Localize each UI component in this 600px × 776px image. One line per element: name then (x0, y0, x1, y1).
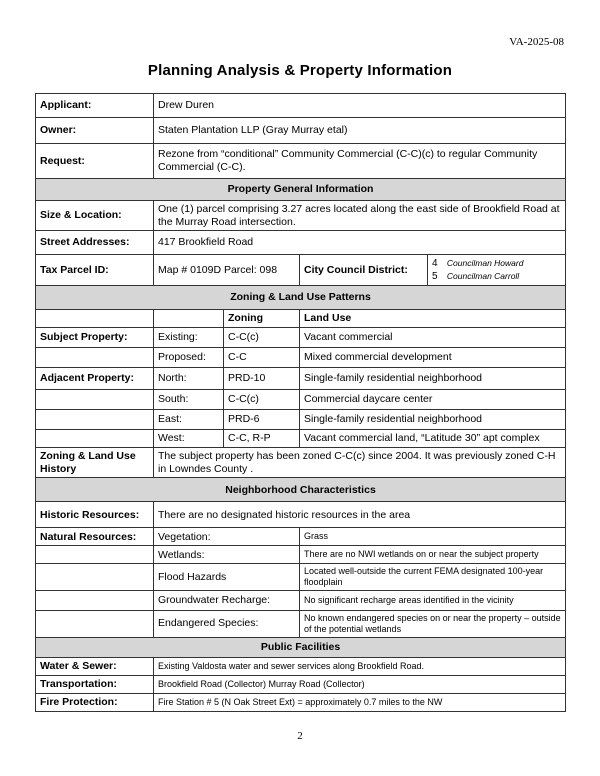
page-number: 2 (297, 730, 303, 742)
natural-resource-name: Endangered Species: (154, 610, 300, 637)
natural-resource-name: Groundwater Recharge: (154, 590, 300, 610)
land-use: Commercial daycare center (300, 390, 566, 410)
document-id: VA-2025-08 (509, 36, 564, 48)
applicant-value: Drew Duren (154, 94, 566, 118)
historic-resources-value: There are no designated historic resources in the area (154, 502, 566, 528)
section-header-general: Property General Information (36, 179, 566, 201)
zoning-type: Proposed: (154, 348, 224, 368)
natural-resource-row (36, 546, 566, 564)
water-sewer-row (36, 657, 566, 675)
request-value: Rezone from “conditional” Community Commercial (C-C)(c) to regular Community Commercial (C-C). (154, 144, 566, 179)
subject-existing-row (36, 328, 566, 348)
land-use: Vacant commercial land, “Latitude 30” apt complex (300, 430, 566, 448)
size-location-label: Size & Location: (36, 201, 154, 231)
water-sewer-value: Existing Valdosta water and sewer services along Brookfield Road. (154, 657, 566, 675)
land-use-column-header: Land Use (300, 310, 566, 328)
tax-parcel-label: Tax Parcel ID: (36, 255, 154, 286)
section-header-zoning: Zoning & Land Use Patterns (36, 286, 566, 310)
land-use: Mixed commercial development (300, 348, 566, 368)
adjacent-direction: North: (154, 368, 224, 390)
section-header-public: Public Facilities (36, 637, 566, 657)
council-entry: 5 Councilman Carroll (432, 271, 520, 283)
size-location-value: One (1) parcel comprising 3.27 acres located along the east side of Brookfield Road at the Murray Road intersection. (154, 201, 566, 231)
property-info-table (35, 93, 566, 712)
zoning-type: Existing: (154, 328, 224, 348)
historic-resources-label: Historic Resources: (36, 502, 154, 528)
adjacent-north-row (36, 368, 566, 390)
request-row (36, 144, 566, 179)
natural-resource-name: Wetlands: (154, 546, 300, 564)
zoning-history-row (36, 448, 566, 478)
zoning-code: C-C (224, 348, 300, 368)
fire-protection-label: Fire Protection: (36, 693, 154, 711)
owner-label: Owner: (36, 118, 154, 144)
adjacent-direction: East: (154, 410, 224, 430)
natural-resource-row (36, 610, 566, 637)
zoning-column-header: Zoning (224, 310, 300, 328)
subject-property-label: Subject Property: (36, 328, 154, 348)
land-use: Single-family residential neighborhood (300, 410, 566, 430)
tax-parcel-value: Map # 0109D Parcel: 098 (154, 255, 300, 286)
transportation-value: Brookfield Road (Collector) Murray Road (Collector) (154, 675, 566, 693)
fire-protection-row (36, 693, 566, 711)
size-location-row (36, 201, 566, 231)
natural-resources-label: Natural Resources: (36, 528, 154, 546)
natural-resource-row (36, 590, 566, 610)
transportation-label: Transportation: (36, 675, 154, 693)
natural-resource-row (36, 564, 566, 591)
zoning-code: C-C(c) (224, 328, 300, 348)
council-district-value (428, 255, 566, 286)
zoning-history-label: Zoning & Land Use History (36, 448, 154, 478)
zoning-history-value: The subject property has been zoned C-C(c) since 2004. It was previously zoned C-H in Lowndes County . (154, 448, 566, 478)
owner-row (36, 118, 566, 144)
transportation-row (36, 675, 566, 693)
natural-resource-row (36, 528, 566, 546)
street-address-value: 417 Brookfield Road (154, 231, 566, 255)
street-address-row (36, 231, 566, 255)
natural-resource-value: Grass (300, 528, 566, 546)
zoning-header-row (36, 310, 566, 328)
adjacent-east-row (36, 410, 566, 430)
applicant-label: Applicant: (36, 94, 154, 118)
page-title: Planning Analysis & Property Information (147, 62, 453, 79)
natural-resource-name: Vegetation: (154, 528, 300, 546)
adjacent-west-row (36, 430, 566, 448)
fire-protection-value: Fire Station # 5 (N Oak Street Ext) = approximately 0.7 miles to the NW (154, 693, 566, 711)
applicant-row (36, 94, 566, 118)
street-address-label: Street Addresses: (36, 231, 154, 255)
zoning-code: C-C(c) (224, 390, 300, 410)
tax-parcel-row (36, 255, 566, 286)
land-use: Single-family residential neighborhood (300, 368, 566, 390)
request-label: Request: (36, 144, 154, 179)
natural-resource-value: There are no NWI wetlands on or near the subject property (300, 546, 566, 564)
council-district-label: City Council District: (300, 255, 428, 286)
water-sewer-label: Water & Sewer: (36, 657, 154, 675)
zoning-code: PRD-6 (224, 410, 300, 430)
adjacent-south-row (36, 390, 566, 410)
council-entry: 4 Councilman Howard (432, 258, 524, 270)
owner-value: Staten Plantation LLP (Gray Murray etal) (154, 118, 566, 144)
section-header-neighborhood: Neighborhood Characteristics (36, 478, 566, 502)
zoning-code: PRD-10 (224, 368, 300, 390)
zoning-code: C-C, R-P (224, 430, 300, 448)
subject-proposed-row (36, 348, 566, 368)
adjacent-direction: South: (154, 390, 224, 410)
land-use: Vacant commercial (300, 328, 566, 348)
natural-resource-value: No significant recharge areas identified in the vicinity (300, 590, 566, 610)
natural-resource-name: Flood Hazards (154, 564, 300, 591)
adjacent-direction: West: (154, 430, 224, 448)
adjacent-property-label: Adjacent Property: (36, 368, 154, 390)
historic-resources-row (36, 502, 566, 528)
natural-resource-value: Located well-outside the current FEMA designated 100-year floodplain (300, 564, 566, 591)
natural-resource-value: No known endangered species on or near the property – outside of the potential wetlands (300, 610, 566, 637)
